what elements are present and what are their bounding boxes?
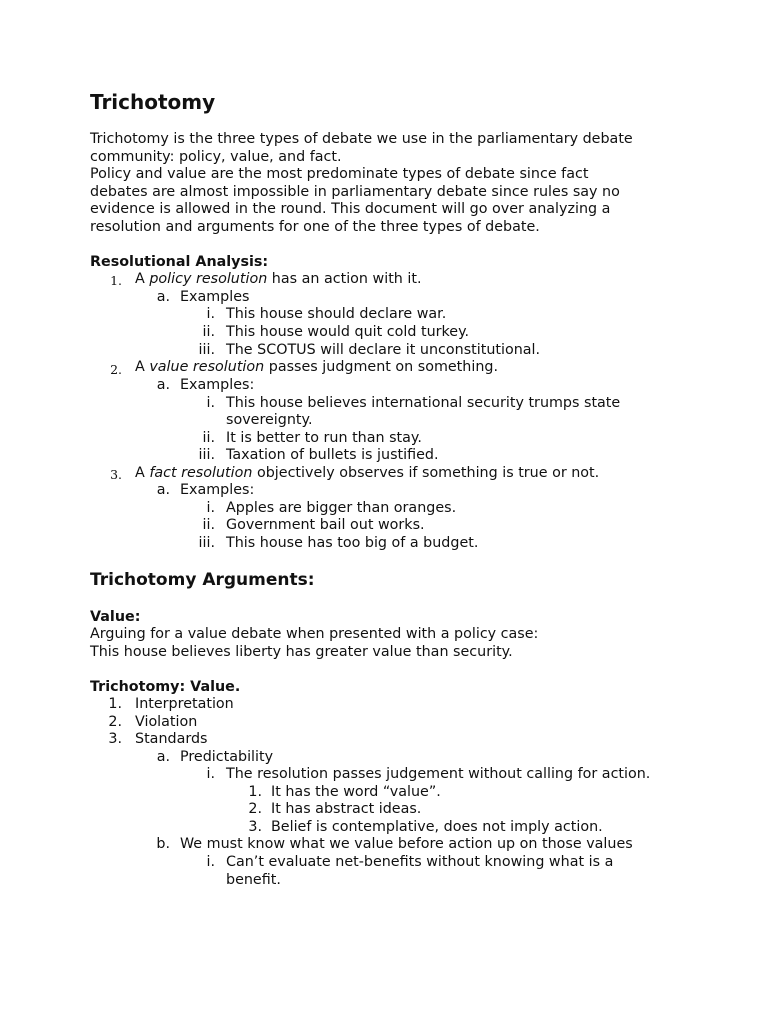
roman-marker: iii. xyxy=(198,535,215,551)
intro-line: resolution and arguments for one of the three types of debate. xyxy=(90,219,540,235)
intro-line: evidence is allowed in the round. This document will go over analyzing a xyxy=(90,201,611,217)
roman-marker: ii. xyxy=(202,324,215,340)
sub-marker: a. xyxy=(156,482,170,498)
list-item-text: Standards xyxy=(135,731,208,747)
intro-line: Policy and value are the most predominate types of debate since fact xyxy=(90,166,589,182)
list-item-text xyxy=(135,271,422,289)
list-number: 2. xyxy=(110,362,122,377)
list-number: 3. xyxy=(248,819,262,835)
resolutional-analysis-heading: Resolutional Analysis: xyxy=(90,254,269,270)
arguments-heading: Trichotomy Arguments: xyxy=(90,570,315,590)
standard-text: We must know what we value before action up on those values xyxy=(180,836,633,852)
standard-text: Predictability xyxy=(180,749,274,765)
example-text: This house would quit cold turkey. xyxy=(226,324,470,340)
standard-detail-continued: benefit. xyxy=(226,872,281,888)
roman-marker: i. xyxy=(206,854,215,870)
example-text-continued: sovereignty. xyxy=(226,412,313,428)
standard-detail: Can’t evaluate net-benefits without knowing what is a xyxy=(226,854,614,870)
sub-marker: a. xyxy=(156,749,170,765)
list-number: 3. xyxy=(108,731,122,747)
list-number: 1. xyxy=(108,696,122,712)
roman-marker: i. xyxy=(206,306,215,322)
example-text: It is better to run than stay. xyxy=(226,430,422,446)
sub-marker: a. xyxy=(156,289,170,305)
emphasized-term: value resolution xyxy=(149,359,265,375)
value-line: This house believes liberty has greater value than security. xyxy=(90,644,513,660)
list-number: 1. xyxy=(110,273,122,288)
sub-label: Examples xyxy=(180,289,250,305)
list-item-text xyxy=(135,359,498,377)
text-suffix: passes judgment on something. xyxy=(264,359,498,375)
emphasized-term: policy resolution xyxy=(149,271,268,287)
intro-line: Trichotomy is the three types of debate we use in the parliamentary debate xyxy=(90,131,633,147)
detail-point: Belief is contemplative, does not imply action. xyxy=(271,819,603,835)
value-heading: Value: xyxy=(90,609,141,625)
roman-marker: i. xyxy=(206,500,215,516)
list-number: 2. xyxy=(108,714,122,730)
value-line: Arguing for a value debate when presented with a policy case: xyxy=(90,626,539,642)
document-title: Trichotomy xyxy=(90,90,216,114)
list-number: 2. xyxy=(248,801,262,817)
intro-line: debates are almost impossible in parliamentary debate since rules say no xyxy=(90,184,620,200)
intro-line: community: policy, value, and fact. xyxy=(90,149,342,165)
list-number: 3. xyxy=(110,467,122,482)
example-text: This house should declare war. xyxy=(226,306,447,322)
roman-marker: iii. xyxy=(198,447,215,463)
example-text: Taxation of bullets is justified. xyxy=(226,447,439,463)
text-prefix: A xyxy=(135,359,150,375)
trichotomy-value-heading: Trichotomy: Value. xyxy=(90,679,241,695)
example-text: Apples are bigger than oranges. xyxy=(226,500,457,516)
example-text: Government bail out works. xyxy=(226,517,425,533)
sub-marker: b. xyxy=(156,836,170,852)
detail-point: It has the word “value”. xyxy=(271,784,441,800)
roman-marker: ii. xyxy=(202,430,215,446)
sub-marker: a. xyxy=(156,377,170,393)
text-prefix: A xyxy=(135,465,150,481)
sub-label: Examples: xyxy=(180,482,255,498)
example-text: This house has too big of a budget. xyxy=(226,535,479,551)
text-suffix: objectively observes if something is true or not. xyxy=(252,465,600,481)
text-suffix: has an action with it. xyxy=(267,271,422,287)
list-item-text: Interpretation xyxy=(135,696,234,712)
roman-marker: i. xyxy=(206,766,215,782)
list-item-text xyxy=(135,465,599,483)
list-number: 1. xyxy=(248,784,262,800)
sub-label: Examples: xyxy=(180,377,255,393)
detail-point: It has abstract ideas. xyxy=(271,801,422,817)
roman-marker: i. xyxy=(206,395,215,411)
text-prefix: A xyxy=(135,271,150,287)
emphasized-term: fact resolution xyxy=(149,465,253,481)
list-item-text: Violation xyxy=(135,714,198,730)
example-text: This house believes international security trumps state xyxy=(226,395,621,411)
roman-marker: ii. xyxy=(202,517,215,533)
roman-marker: iii. xyxy=(198,342,215,358)
example-text: The SCOTUS will declare it unconstitutional. xyxy=(226,342,541,358)
standard-detail: The resolution passes judgement without calling for action. xyxy=(226,766,651,782)
